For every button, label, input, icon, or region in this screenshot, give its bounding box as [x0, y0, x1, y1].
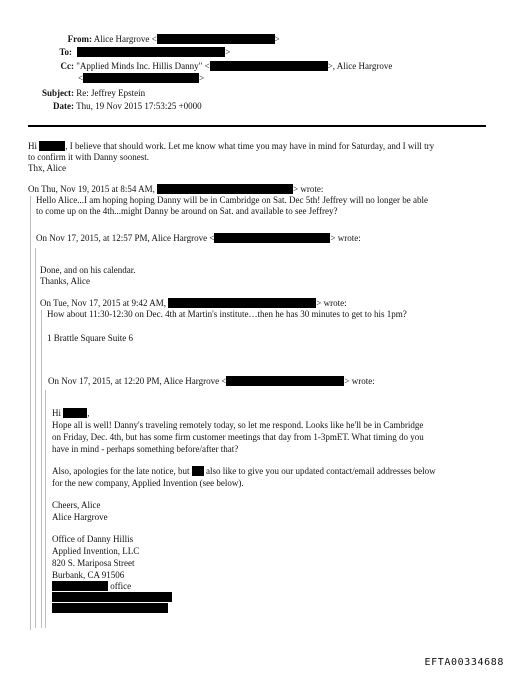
- redaction-block: [210, 61, 328, 71]
- document-id: EFTA00334688: [424, 657, 504, 668]
- quote-line: Hello Alice...I am hoping hoping Danny will be in Cambridge on Sat. Dec 5th! Jeffrey will no longer be able: [36, 195, 428, 205]
- redaction-block: [39, 141, 65, 151]
- redaction-block: [157, 184, 293, 194]
- quote-line: Done, and on his calendar.: [40, 265, 136, 275]
- redaction-block: [214, 233, 330, 243]
- subject-label: Subject:: [42, 88, 74, 98]
- redaction-block: [83, 73, 199, 83]
- from-label: From:: [67, 34, 92, 44]
- quote-intro: On Nov 17, 2015, at 12:57 PM, Alice Hargrove < > wrote:: [36, 233, 361, 243]
- signature-line: 820 S. Mariposa Street: [52, 558, 135, 568]
- quote-line: to come up on the 4th...might Danny be around on Sat. and available to see Jeffrey?: [36, 206, 338, 216]
- signature-line: Office of Danny Hillis: [52, 534, 134, 544]
- quote-line: for the new company, Applied Invention (see below).: [52, 478, 244, 488]
- signature-line: Applied Invention, LLC: [52, 546, 140, 556]
- redaction-block: [52, 581, 108, 591]
- subject-row: [30, 88, 145, 99]
- quote-line: Thanks, Alice: [40, 276, 90, 286]
- to-row: To: >: [30, 47, 230, 58]
- redaction-block: [77, 47, 225, 57]
- to-label: To:: [59, 47, 72, 57]
- signoff: Thx, Alice: [28, 163, 66, 173]
- greeting: Hi ,: [52, 408, 90, 418]
- header-divider: [28, 125, 486, 127]
- quote-bar: [45, 390, 46, 628]
- redaction-block: [52, 592, 172, 602]
- signature-line: [52, 592, 172, 603]
- quote-bar: [41, 310, 42, 628]
- signoff: Cheers, Alice: [52, 500, 101, 510]
- redaction-block: [157, 34, 275, 44]
- redaction-block: [168, 298, 316, 308]
- quote-line: on Friday, Dec. 4th, but has some firm customer meetings that day from 1-3pmET. What timing do you: [52, 432, 424, 442]
- message-line: Hi , I believe that should work. Let me know what time you may have in mind for Saturday, and I will try: [28, 141, 435, 151]
- cc-label: Cc:: [60, 61, 74, 71]
- from-row: From: Alice Hargrove < >: [30, 34, 280, 45]
- redaction-block: [192, 466, 204, 476]
- signature-line: [52, 603, 168, 614]
- cc-row: Cc: "Applied Minds Inc. Hillis Danny" < >, Alice Hargrove: [30, 61, 392, 72]
- signature-line: office: [52, 581, 131, 592]
- from-value: Alice Hargrove <: [93, 34, 157, 44]
- quote-bar: [30, 196, 31, 630]
- message-line: to confirm it with Danny soonest.: [28, 152, 149, 162]
- quote-line: Hope all is well! Danny's traveling remotely today, so let me respond. Looks like he'll be in Cambridge: [52, 420, 424, 430]
- quote-line: Also, apologies for the late notice, but also like to give you our updated contact/email addresses below: [52, 466, 436, 476]
- date-label: Date:: [53, 101, 74, 111]
- cc-row-continued: < >: [78, 73, 205, 83]
- quote-intro: On Tue, Nov 17, 2015 at 9:42 AM, > wrote:: [40, 298, 347, 308]
- quote-bar: [35, 248, 36, 628]
- redaction-block: [63, 408, 87, 418]
- quote-intro: On Thu, Nov 19, 2015 at 8:54 AM, > wrote:: [28, 184, 324, 194]
- redaction-block: [52, 603, 168, 613]
- address-line: 1 Brattle Square Suite 6: [47, 333, 133, 343]
- quote-intro: On Nov 17, 2015, at 12:20 PM, Alice Hargrove < > wrote:: [48, 376, 375, 386]
- date-row: [30, 101, 202, 112]
- sender-name: Alice Hargrove: [52, 512, 108, 522]
- cc-value: "Applied Minds Inc. Hillis Danny" <: [76, 61, 210, 71]
- signature-line: Burbank, CA 91506: [52, 570, 125, 580]
- quote-line: How about 11:30-12:30 on Dec. 4th at Martin's institute…then he has 30 minutes to get to his 1pm?: [47, 309, 407, 319]
- date-value: Thu, 19 Nov 2015 17:53:25 +0000: [76, 101, 202, 111]
- redaction-block: [226, 376, 344, 386]
- subject-value: Re: Jeffrey Epstein: [76, 88, 146, 98]
- quote-line: have in mind - perhaps something before/after that?: [52, 444, 239, 454]
